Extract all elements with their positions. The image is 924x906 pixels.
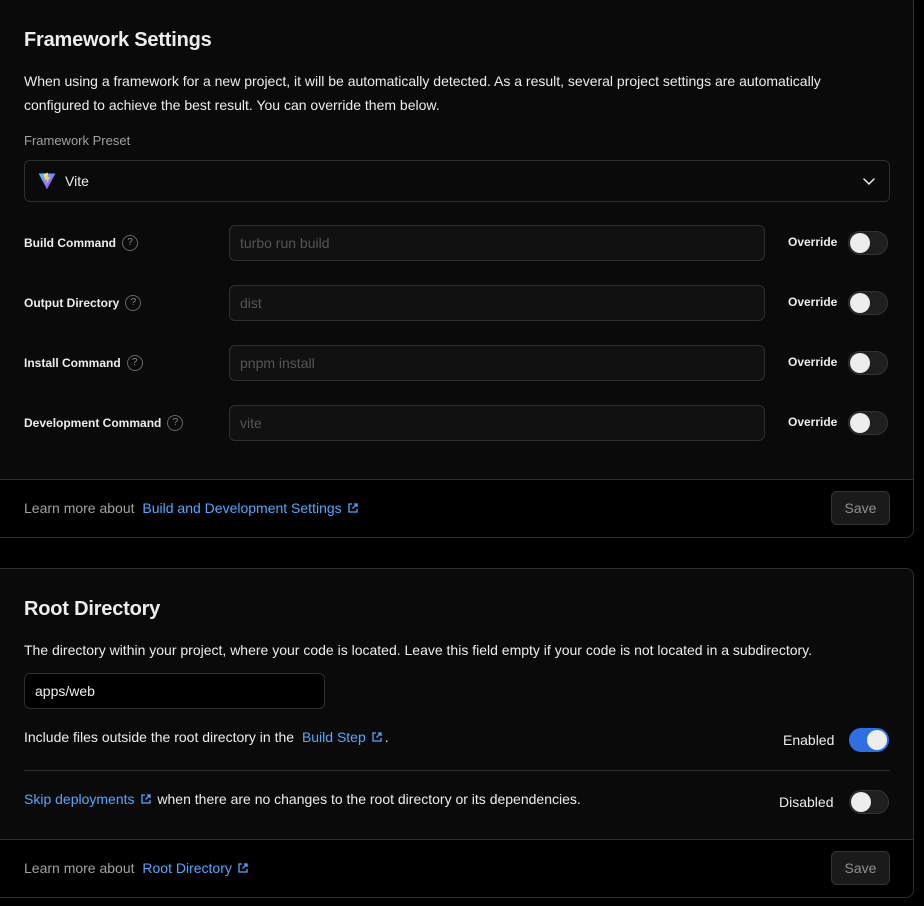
build-settings-link[interactable]: Build and Development Settings: [142, 500, 342, 516]
skip-deployments-state-label: Disabled: [779, 794, 834, 810]
build-command-row: [24, 225, 890, 261]
framework-settings-title: Framework Settings: [24, 29, 212, 51]
install-command-row: [24, 345, 890, 381]
include-files-toggle[interactable]: [849, 728, 889, 752]
root-save-button[interactable]: Save: [831, 851, 890, 885]
root-directory-input[interactable]: [24, 673, 325, 709]
framework-preset-value: Vite: [65, 173, 89, 189]
chevron-down-icon: [861, 173, 877, 189]
root-directory-link[interactable]: Root Directory: [142, 860, 232, 876]
learn-more-prefix: Learn more about: [24, 500, 139, 516]
toggle-knob: [850, 353, 870, 373]
install-command-input[interactable]: [229, 345, 765, 381]
toggle-knob: [867, 730, 887, 750]
toggle-knob: [850, 413, 870, 433]
help-icon[interactable]: ?: [125, 295, 141, 311]
install-command-label: Install Command: [24, 356, 121, 370]
framework-settings-footer: [0, 479, 913, 537]
external-link-icon: [140, 793, 152, 805]
framework-settings-description: When using a framework for a new project, it will be automatically detected. As a result, several project settings are automatically configured to achieve the best result. You can override them below.: [24, 73, 821, 113]
help-icon[interactable]: ?: [122, 235, 138, 251]
root-directory-footer: [0, 839, 913, 897]
development-command-label: Development Command: [24, 416, 162, 430]
vite-logo-icon: [37, 171, 57, 191]
help-icon[interactable]: ?: [167, 415, 183, 431]
development-command-override-label: Override: [788, 415, 838, 429]
output-directory-input[interactable]: [229, 285, 765, 321]
build-command-label: Build Command: [24, 236, 116, 250]
development-command-row: [24, 405, 890, 441]
external-link-icon: [347, 502, 359, 514]
framework-preset-select[interactable]: [24, 160, 890, 202]
skip-deployments-text: Skip deployments when there are no changes to the root directory or its dependencies.: [24, 791, 581, 807]
development-command-input[interactable]: [229, 405, 765, 441]
build-command-override-label: Override: [788, 235, 838, 249]
external-link-icon: [371, 731, 383, 743]
framework-preset-label: Framework Preset: [24, 133, 131, 148]
root-directory-card: [0, 568, 914, 898]
output-directory-row: [24, 285, 890, 321]
toggle-knob: [851, 792, 871, 812]
include-files-state-label: Enabled: [783, 732, 835, 748]
root-directory-description: The directory within your project, where your code is located. Leave this field empty if your code is not located in a subdirectory.: [24, 642, 813, 658]
external-link-icon: [237, 862, 249, 874]
output-directory-label: Output Directory: [24, 296, 120, 310]
root-directory-title: Root Directory: [24, 598, 161, 620]
build-command-override-toggle[interactable]: [848, 231, 888, 255]
development-command-override-toggle[interactable]: [848, 411, 888, 435]
divider: [24, 770, 890, 771]
learn-more-prefix: Learn more about: [24, 860, 139, 876]
include-files-text: Include files outside the root directory in the Build Step .: [24, 729, 389, 745]
skip-deployments-toggle[interactable]: [849, 790, 889, 814]
output-directory-override-label: Override: [788, 295, 838, 309]
build-command-input[interactable]: [229, 225, 765, 261]
help-icon[interactable]: ?: [127, 355, 143, 371]
output-directory-override-toggle[interactable]: [848, 291, 888, 315]
build-step-link[interactable]: Build Step: [301, 729, 366, 745]
install-command-override-toggle[interactable]: [848, 351, 888, 375]
framework-save-button[interactable]: Save: [831, 491, 890, 525]
toggle-knob: [850, 293, 870, 313]
install-command-override-label: Override: [788, 355, 838, 369]
skip-deployments-link[interactable]: Skip deployments: [24, 791, 135, 807]
toggle-knob: [850, 233, 870, 253]
